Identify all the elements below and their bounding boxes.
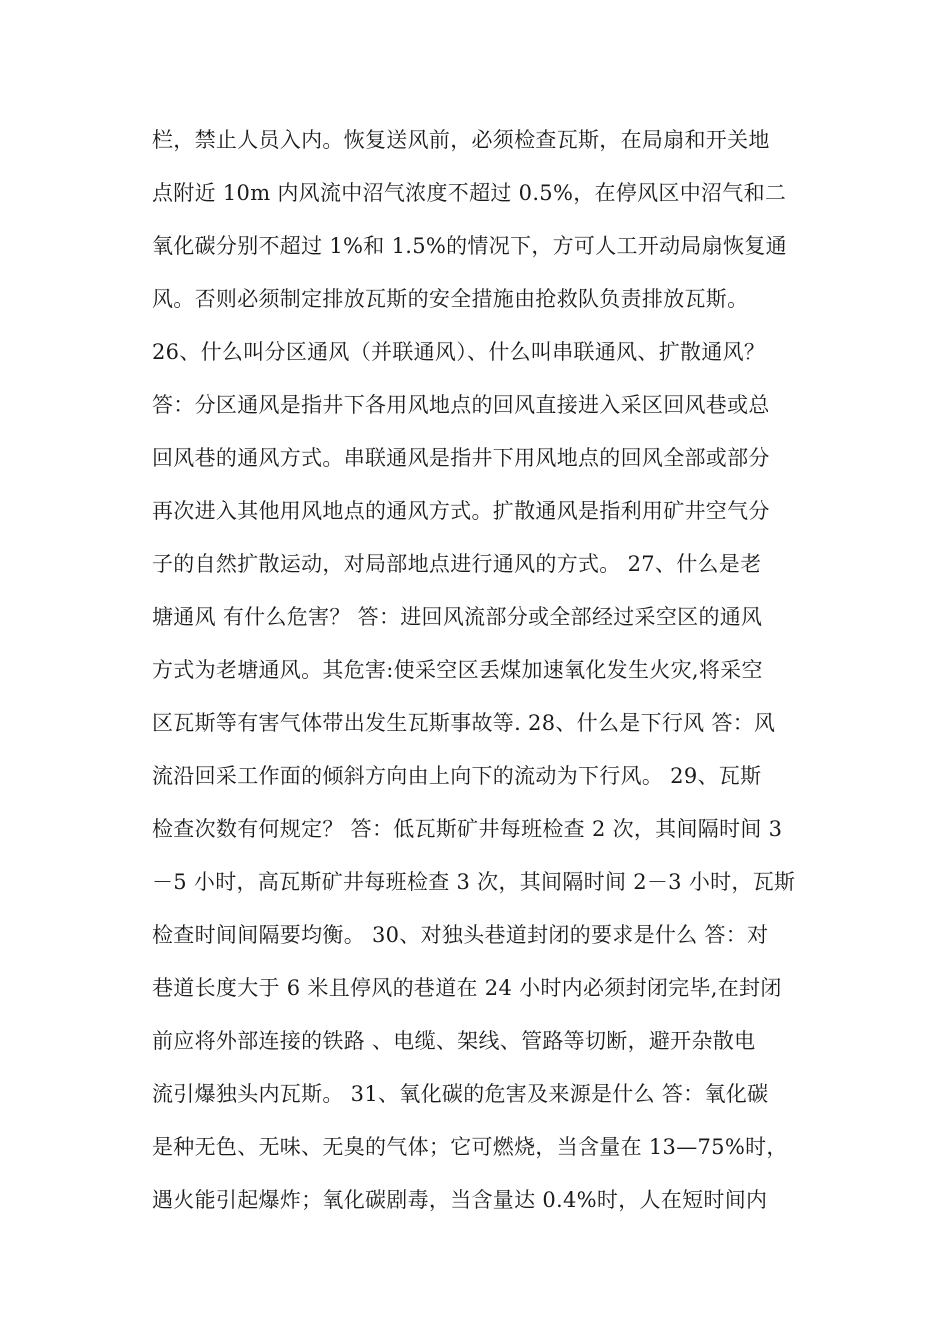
text-line: 方式为老塘通风。其危害:使采空区丢煤加速氧化发生火灾,将采空 (152, 658, 763, 682)
text-line: 流沿回采工作面的倾斜方向由上向下的流动为下行风。 29、瓦斯 (152, 764, 762, 788)
text-line: 26、什么叫分区通风（并联通风）、什么叫串联通风、扩散通风？ (152, 340, 766, 364)
text-line: 检查时间间隔要均衡。 30、对独头巷道封闭的要求是什么 答：对 (152, 923, 769, 947)
text-line: 子的自然扩散运动，对局部地点进行通风的方式。 27、什么是老 (152, 552, 762, 576)
text-line: －5 小时，高瓦斯矿井每班检查 3 次，其间隔时间 2－3 小时，瓦斯 (152, 870, 796, 894)
text-line: 栏，禁止人员入内。恢复送风前，必须检查瓦斯，在局扇和开关地 (152, 128, 770, 152)
text-line: 回风巷的通风方式。串联通风是指井下用风地点的回风全部或部分 (152, 446, 770, 470)
text-line: 点附近 10m 内风流中沼气浓度不超过 0.5%，在停风区中沼气和二 (152, 181, 787, 205)
text-line: 遇火能引起爆炸；氧化碳剧毒，当含量达 0.4%时，人在短时间内 (152, 1188, 768, 1212)
text-line: 再次进入其他用风地点的通风方式。扩散通风是指利用矿井空气分 (152, 499, 770, 523)
text-line: 巷道长度大于 6 米且停风的巷道在 24 小时内必须封闭完毕,在封闭 (152, 976, 782, 1000)
text-line: 风。否则必须制定排放瓦斯的安全措施由抢救队负责排放瓦斯。 (152, 287, 749, 311)
text-line: 区瓦斯等有害气体带出发生瓦斯事故等. 28、什么是下行风 答：风 (152, 711, 776, 735)
text-line: 塘通风 有什么危害？ 答：进回风流部分或全部经过采空区的通风 (152, 605, 763, 629)
text-line: 检查次数有何规定？ 答：低瓦斯矿井每班检查 2 次，其间隔时间 3 (152, 817, 783, 841)
text-line: 前应将外部连接的铁路 、电缆、架线、管路等切断，避开杂散电 (152, 1029, 756, 1053)
body-text (152, 114, 812, 1227)
text-line: 是种无色、无味、无臭的气体；它可燃烧，当含量在 13—75%时， (152, 1135, 788, 1159)
text-line: 流引爆独头内瓦斯。 31、氧化碳的危害及来源是什么 答：氧化碳 (152, 1082, 769, 1106)
text-line: 氧化碳分别不超过 1%和 1.5%的情况下，方可人工开动局扇恢复通 (152, 234, 787, 258)
text-line: 答：分区通风是指井下各用风地点的回风直接进入采区回风巷或总 (152, 393, 770, 417)
